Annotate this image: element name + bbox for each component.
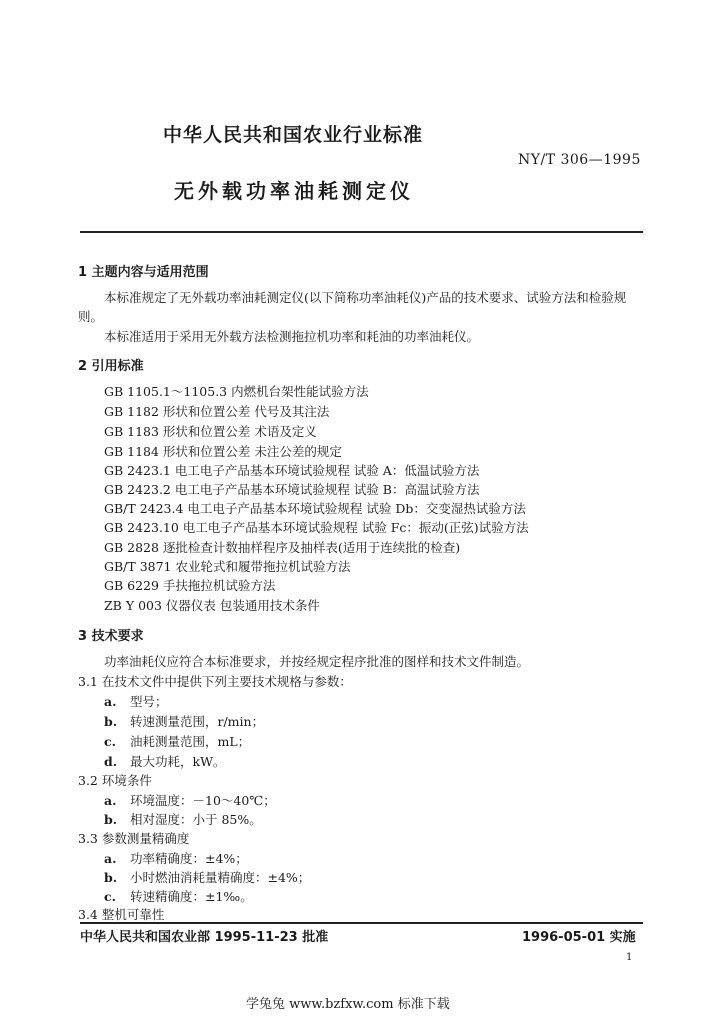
list-item-text: 最大功耗，kW。	[130, 754, 226, 769]
list-item-label: d.	[104, 754, 118, 769]
subsection-3-2-title: 3.2 环境条件	[78, 773, 152, 788]
reference-item: GB 1183 形状和位置公差 术语及定义	[104, 424, 317, 439]
reference-item: GB 1184 形状和位置公差 未注公差的规定	[104, 444, 342, 459]
list-item	[104, 791, 276, 809]
reference-item: GB/T 2423.4 电工电子产品基本环境试验规程 试验 Db：交变湿热试验方法	[104, 501, 526, 516]
list-item-label: b.	[104, 812, 118, 827]
list-item-label: a.	[104, 793, 117, 808]
reference-item: GB 6229 手扶拖拉机试验方法	[104, 578, 276, 593]
list-item-text: 相对湿度：小于 85%。	[130, 812, 262, 827]
list-item	[104, 712, 264, 730]
section-1-paragraph-2: 本标准适用于采用无外载方法检测拖拉机功率和耗油的功率油耗仪。	[104, 329, 480, 344]
reference-item: GB 2423.2 电工电子产品基本环境试验规程 试验 B：高温试验方法	[104, 482, 480, 497]
list-item-text: 环境温度：－10～40℃；	[130, 793, 276, 808]
page-number: 1	[626, 952, 633, 963]
list-item-label: a.	[104, 694, 117, 709]
subsection-3-1-title: 3.1 在技术文件中提供下列主要技术规格与参数：	[78, 674, 352, 689]
list-item-text: 型号；	[130, 694, 168, 709]
section-3-intro: 功率油耗仪应符合本标准要求，并按经规定程序批准的图样和技术文件制造。	[104, 654, 530, 669]
list-item-label: c.	[104, 889, 116, 904]
document-title: 无外载功率油耗测定仪	[174, 179, 414, 203]
list-item-label: a.	[104, 851, 117, 866]
list-item	[104, 752, 225, 770]
list-item	[104, 732, 250, 750]
reference-item: ZB Y 003 仪器仪表 包装通用技术条件	[104, 598, 320, 613]
list-item	[104, 692, 168, 710]
section-2-heading: 2 引用标准	[78, 359, 144, 374]
list-item-text: 小时燃油消耗量精确度：±4%；	[130, 870, 311, 885]
list-item-label: c.	[104, 734, 116, 749]
section-3-heading: 3 技术要求	[78, 629, 144, 644]
subsection-3-4-title: 3.4 整机可靠性	[78, 907, 165, 922]
list-item	[104, 868, 310, 886]
list-item-text: 转速测量范围，r/min；	[130, 714, 265, 729]
standard-code: NY/T 306—1995	[518, 152, 641, 168]
list-item	[104, 849, 248, 867]
site-watermark: 学兔兔 www.bzfxw.com 标准下载	[246, 997, 450, 1012]
header-divider	[80, 231, 643, 233]
implementation-date: 1996-05-01 实施	[522, 930, 636, 945]
list-item	[104, 810, 262, 828]
standard-category-title: 中华人民共和国农业行业标准	[163, 124, 424, 146]
list-item	[104, 887, 253, 905]
reference-item: GB 2423.10 电工电子产品基本环境试验规程 试验 Fc：振动(正弦)试验方法	[104, 520, 529, 535]
reference-item: GB 1182 形状和位置公差 代号及其注法	[104, 404, 330, 419]
list-item-label: b.	[104, 714, 118, 729]
reference-item: GB 1105.1～1105.3 内燃机台架性能试验方法	[104, 384, 369, 399]
section-1-paragraph-1-line-2: 则。	[78, 309, 104, 324]
reference-item: GB/T 3871 农业轮式和履带拖拉机试验方法	[104, 559, 351, 574]
list-item-label: b.	[104, 870, 118, 885]
reference-item: GB 2423.1 电工电子产品基本环境试验规程 试验 A：低温试验方法	[104, 463, 480, 478]
section-1-heading: 1 主题内容与适用范围	[78, 265, 209, 280]
list-item-text: 功率精确度：±4%；	[130, 851, 248, 866]
approval-date: 中华人民共和国农业部 1995-11-23 批准	[80, 930, 329, 945]
reference-item: GB 2828 逐批检查计数抽样程序及抽样表(适用于连续批的检查)	[104, 540, 461, 555]
list-item-text: 转速精确度：±1‰。	[130, 889, 253, 904]
subsection-3-3-title: 3.3 参数测量精确度	[78, 831, 190, 846]
section-1-paragraph-1-line-1: 本标准规定了无外载功率油耗测定仪(以下简称功率油耗仪)产品的技术要求、试验方法和检验规	[104, 290, 627, 305]
footer-divider	[80, 922, 643, 924]
list-item-text: 油耗测量范围，mL；	[130, 734, 251, 749]
